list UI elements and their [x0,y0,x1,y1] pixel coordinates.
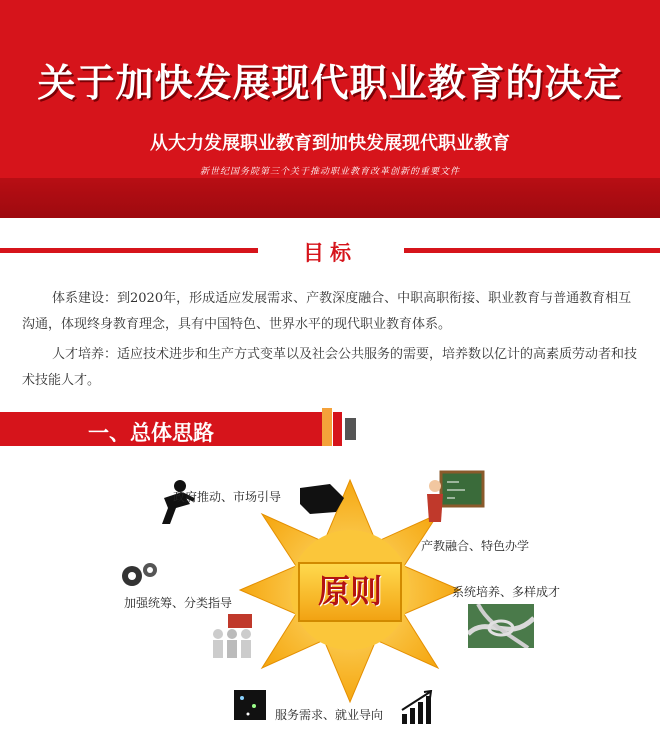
highway-interchange-icon [468,604,534,648]
section-tab-gray [345,418,356,440]
page-subtitle: 从大力发展职业教育到加快发展现代职业教育 [150,133,510,154]
header-banner [0,0,660,218]
center-label: 原则 [317,572,382,610]
goal-paragraph-talent [22,342,642,394]
section-tab-orange [322,408,332,446]
divider-right [404,248,660,253]
principle-label-service: 服务需求、就业导向 [275,708,384,722]
goal-heading: 目标 [303,240,357,265]
divider-left [0,248,258,253]
goal-heading-row [0,237,660,263]
principle-label-integration: 产教融合、特色办学 [421,539,530,553]
section-tab-red [333,412,342,446]
goal-paragraph-talent-text: 人才培养：适应技术进步和生产方式变革以及社会公共服务的需要，培养数以亿计的高素质劳动者和技术技能人才。 [22,347,638,388]
page-title: 关于加快发展现代职业教育的决定 [37,61,623,105]
teacher-blackboard-icon [425,470,485,526]
section-heading: 一、总体思路 [88,421,214,445]
team-figures-icon [208,612,256,662]
principle-label-coordination: 加强统筹、分类指导 [124,596,233,610]
goal-paragraph-system-text: 体系建设：到2020年，形成适应发展需求、产教深度融合、中职高职衔接、职业教育与普通教育相互沟通，体现终身教育理念，具有中国特色、世界水平的现代职业教育体系。 [22,291,632,332]
principle-label-system: 系统培养、多样成才 [452,585,561,599]
principle-label-government: 政府推动、市场引导 [173,490,282,504]
banner-stripe [0,178,660,218]
growth-chart-icon [400,690,436,724]
page-tagline: 新世纪国务院第三个关于推动职业教育改革创新的重要文件 [199,167,460,177]
goal-paragraph-system [22,286,642,338]
gears-icon [118,560,162,590]
night-sky-icon [234,690,266,720]
